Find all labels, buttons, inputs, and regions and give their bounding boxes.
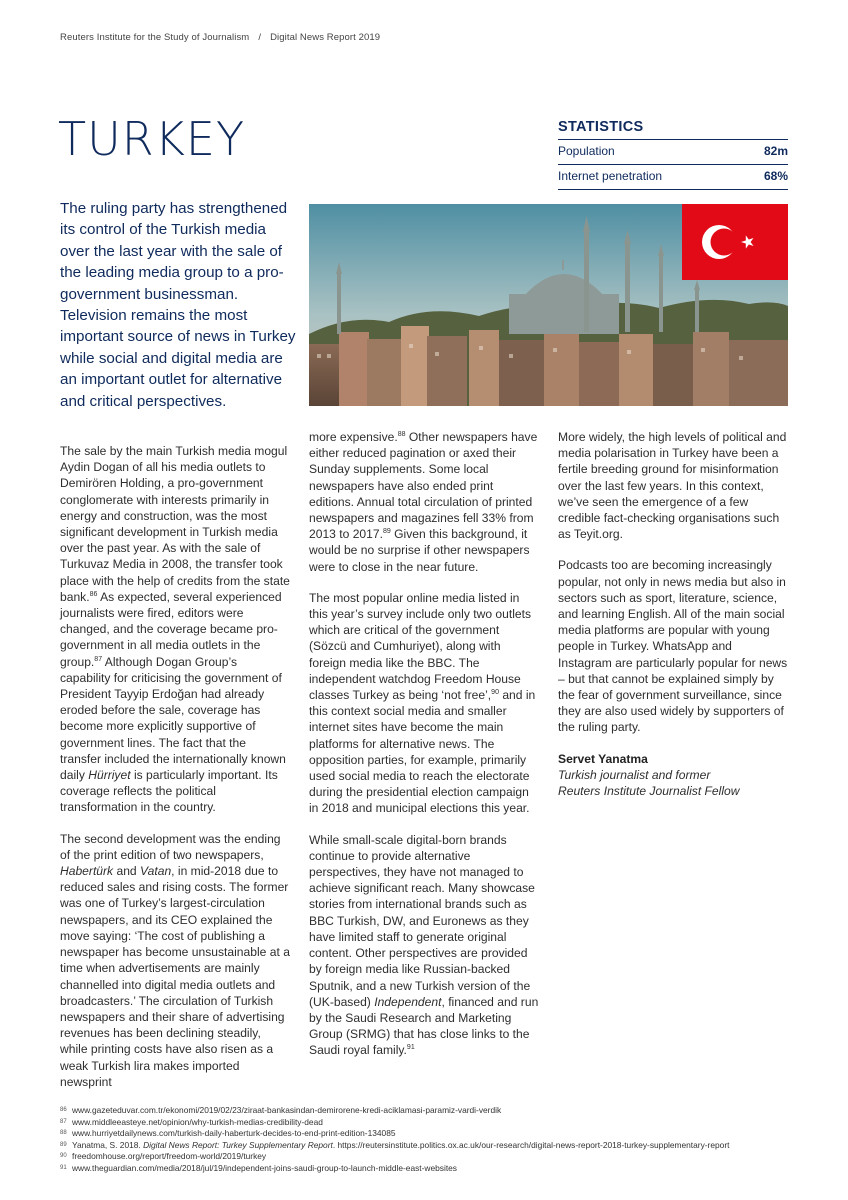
body-paragraph bbox=[309, 590, 539, 817]
citation-title: Digital News Report: Turkey Supplementary Report bbox=[143, 1139, 333, 1150]
footnote-number: 88 bbox=[60, 1130, 67, 1137]
body-text: Although Dogan Group’s capability for criticising the government of President Tayyip Erdoğan had already eroded before the sale, coverage has become more explicitly supportive of government lines. The fact that the transfer included the internationally known daily bbox=[60, 654, 286, 783]
publication-name: Habertürk bbox=[60, 864, 114, 879]
body-text: and in this context social media and smaller internet sites have become the main platforms for alternative news. The opposition parties, for example, primarily used social media to reach the electorate during the presidential election campaign in 2018 and municipal elections this year. bbox=[309, 688, 536, 816]
footnote-item bbox=[60, 1128, 800, 1140]
stat-row-population bbox=[558, 139, 788, 164]
footnote-number: 90 bbox=[60, 1153, 67, 1160]
body-paragraph: More widely, the high levels of political and media polarisation in Turkey have been a fertile breeding ground for misinformation over the last few years. In this context, we’ve seen the emergence of a few credible fact-checking organisations such as Teyit.org. bbox=[558, 430, 787, 542]
footnote-ref: 90 bbox=[491, 689, 499, 697]
footnote-link[interactable]: freedomhouse.org/report/freedom-world/2019/turkey bbox=[72, 1151, 267, 1162]
article-column-1 bbox=[60, 443, 290, 1105]
statistics-title: STATISTICS bbox=[558, 119, 644, 135]
footnotes bbox=[60, 1105, 800, 1175]
body-text: The most popular online media listed in this year’s survey include only two outlets which are critical of the government (Sözcü and Cumhuriyet), along with foreign media like the BBC. The independent watchdog Freedom House classes Turkey as being ‘not free’, bbox=[309, 590, 532, 703]
body-text: and bbox=[113, 864, 141, 879]
body-text: is particularly important. Its coverage reflects the political transformation in the country. bbox=[60, 768, 278, 815]
body-text: more expensive. bbox=[309, 430, 398, 444]
header-org: Reuters Institute for the Study of Journalism bbox=[60, 32, 250, 43]
country-title: TURKEY bbox=[58, 112, 246, 166]
body-text: Given this background, it would be no surprise if other newspapers were to close in the near future. bbox=[309, 527, 530, 574]
footnote-link[interactable]: www.theguardian.com/media/2018/jul/19/independent-joins-saudi-group-to-launch-middle-east-websites bbox=[72, 1162, 457, 1173]
footnote-number: 87 bbox=[60, 1118, 67, 1125]
body-paragraph bbox=[60, 831, 290, 1090]
header-report: Digital News Report 2019 bbox=[270, 32, 381, 43]
stat-value: 68% bbox=[763, 169, 788, 183]
stat-label: Population bbox=[558, 144, 615, 158]
footnote-link[interactable]: www.hurriyetdailynews.com/turkish-daily-haberturk-decides-to-end-print-edition-134085 bbox=[72, 1128, 396, 1139]
body-paragraph bbox=[309, 429, 539, 575]
footnote-item bbox=[60, 1117, 800, 1129]
body-paragraph bbox=[309, 832, 539, 1059]
stat-row-internet-penetration bbox=[558, 164, 788, 190]
footnote-ref: 86 bbox=[89, 590, 98, 598]
footnote-item bbox=[60, 1151, 800, 1163]
publication-name: Hürriyet bbox=[88, 768, 131, 783]
article-column-2 bbox=[309, 429, 539, 1074]
body-text: While small-scale digital-born brands continue to provide alternative perspectives, they have not managed to achieve significant reach. Many showcase stories from international brands such as BBC Turkish, DW, and Euronews as they have limited staff to generate original content. Other perspectives are provided by foreign media like Russian-backed Sputnik, and a new Turkish version of the (UK-based) bbox=[309, 832, 535, 1009]
body-text: Other newspapers have either reduced pagination or axed their Sunday supplements. Some local newspapers have also ended print editions. Annual total circulation of printed newspapers and magazines fell 33% from 2013 to 2017. bbox=[309, 430, 538, 542]
footnote-ref: 91 bbox=[406, 1044, 415, 1052]
body-text: , in mid-2018 due to reduced sales and rising costs. The former was one of Turkey’s largest-circulation newspapers, and its CEO explained the move saying: ‘The cost of publishing a newspaper has become unsustainable at a time when advertisements are mainly channelled into digital media outlets and broadcasters.’ The circulation of Turkish newspapers and their share of advertising revenues has been declining steadily, while printing costs have also risen as a weak Turkish lira makes imported newsprint bbox=[60, 864, 290, 1089]
skyline-illustration bbox=[309, 204, 788, 406]
body-paragraph: Podcasts too are becoming increasingly popular, not only in news media but also in sectors such as sport, literature, science, and learning English. All of the main social media platforms are popular with young people in Turkey. WhatsApp and Instagram are particularly popular for news – but that cannot be explained simply by the fear of government surveillance, since they are also used widely by supporters of the ruling party. bbox=[558, 558, 788, 735]
author-role: Turkish journalist and former bbox=[558, 767, 711, 782]
footnote-ref: 88 bbox=[397, 430, 406, 438]
body-text: The sale by the main Turkish media mogul Aydin Dogan of all his media outlets to Demirören Holding, a pro-government conglomerate with interests primarily in energy and construction, was the most significant development in Turkish media over the past year. As with the sale of Turkuvaz Media in 2008, the transfer took place with the help of credits from the state bank. bbox=[60, 444, 290, 604]
footnote-item bbox=[60, 1140, 800, 1152]
footnote-link[interactable]: www.gazeteduvar.com.tr/ekonomi/2019/02/23/ziraat-bankasindan-demirorene-kredi-aciklamasi-paramiz-vardi-verdik bbox=[72, 1105, 502, 1115]
body-text: The second development was the ending of the print edition of two newspapers, bbox=[60, 831, 281, 862]
body-text: , financed and run by the Saudi Research and Marketing Group (SRMG) that has close links to the Saudi royal family. bbox=[309, 994, 539, 1058]
footnote-number: 91 bbox=[60, 1164, 67, 1171]
author-name: Servet Yanatma bbox=[558, 751, 648, 766]
footnote-ref: 87 bbox=[94, 655, 103, 663]
istanbul-skyline-photo bbox=[309, 204, 788, 406]
page-header bbox=[60, 32, 380, 43]
statistics-box bbox=[558, 119, 788, 190]
citation-text: . https://reutersinstitute.politics.ox.ac.uk/our-research/digital-news-report-2018-turkey-supplementary-report bbox=[332, 1139, 730, 1150]
citation-text: Yanatma, S. 2018. bbox=[72, 1139, 144, 1150]
publication-name: Independent bbox=[374, 994, 442, 1009]
stat-value: 82m bbox=[763, 144, 788, 158]
footnote-number: 86 bbox=[60, 1107, 67, 1113]
footnote-number: 89 bbox=[60, 1141, 67, 1148]
header-separator: / bbox=[258, 32, 262, 43]
footnote-ref: 89 bbox=[382, 528, 391, 536]
publication-name: Vatan bbox=[140, 864, 172, 879]
author-affiliation: Reuters Institute Journalist Fellow bbox=[558, 784, 740, 799]
turkish-flag-icon bbox=[682, 204, 788, 280]
stat-label: Internet penetration bbox=[558, 169, 663, 183]
footnote-link[interactable]: www.middleeasteye.net/opinion/why-turkish-medias-credibility-dead bbox=[72, 1116, 323, 1127]
footnote-item bbox=[60, 1105, 800, 1117]
body-paragraph bbox=[60, 443, 290, 816]
article-column-3 bbox=[558, 429, 788, 799]
lead-paragraph: The ruling party has strengthened its control of the Turkish media over the last year with the sale of the leading media group to a pro-government businessman. Television remains the most important source of news in Turkey while social and digital media are an important outlet for alternative and critical perspectives. bbox=[60, 200, 296, 410]
body-text: As expected, several experienced journalists were fired, editors were changed, and the coverage became pro-government in all media outlets in the group. bbox=[60, 589, 282, 669]
footnote-citation[interactable] bbox=[72, 1140, 800, 1152]
footnote-item bbox=[60, 1163, 800, 1175]
